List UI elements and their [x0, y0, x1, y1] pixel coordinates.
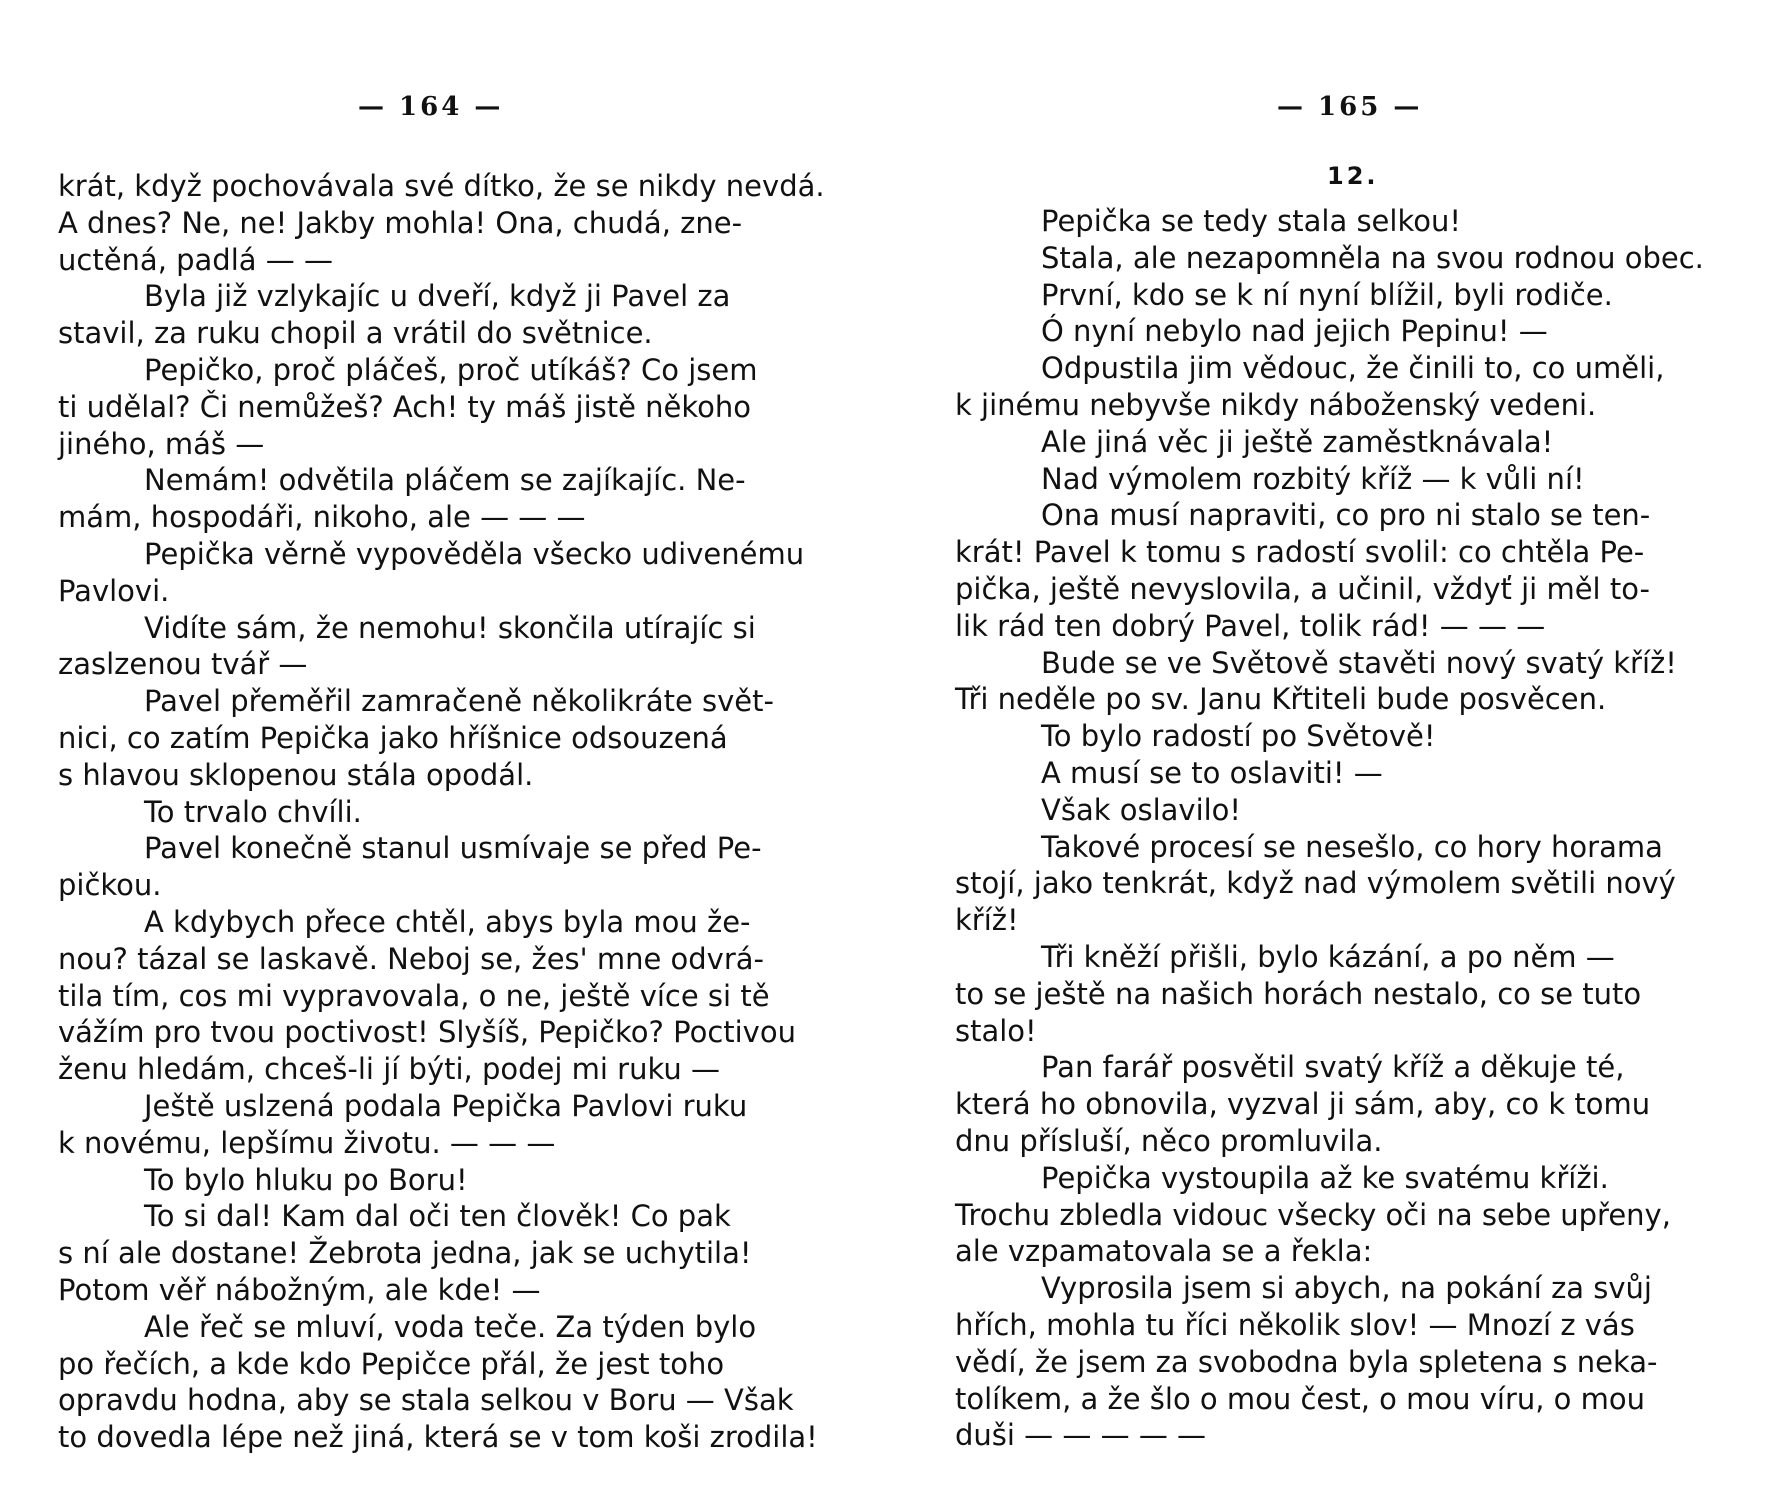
text-line: První, kdo se k ní nyní blížil, byli rodiče. [1041, 277, 1613, 312]
text-line: A kdybych přece chtěl, abys byla mou že- [144, 904, 751, 939]
text-line: zaslzenou tvář — [58, 647, 308, 682]
text-line: Pan farář posvětil svatý kříž a děkuje té, [1041, 1050, 1625, 1085]
text-line: po řečích, a kde kdo Pepičce přál, že jest toho [58, 1346, 725, 1381]
text-line: to se ještě na našich horách nestalo, co se tuto [955, 976, 1642, 1011]
text-line: mám, hospodáři, nikoho, ale — — — [58, 500, 586, 535]
text-line: Pepičko, proč pláčeš, proč utíkáš? Co jsem [144, 352, 758, 387]
page-number: — 165 — [1277, 92, 1423, 122]
text-line: Nemám! odvětila pláčem se zajíkajíc. Ne- [144, 463, 746, 498]
text-line: Nad výmolem rozbitý kříž — k vůli ní! [1041, 461, 1585, 496]
text-line: duši — — — — — [955, 1418, 1207, 1453]
text-line: Pepička vystoupila až ke svatému kříži. [1041, 1160, 1609, 1195]
text-line: hřích, mohla tu říci několik slov! — Mnozí z vás [955, 1307, 1635, 1342]
text-line: tila tím, cos mi vypravovala, o ne, ještě více si tě [58, 978, 770, 1013]
text-line: kříž! [955, 903, 1019, 938]
chapter-number: 12. [1327, 162, 1379, 190]
text-line: Ona musí napraviti, co pro ni stalo se ten- [1041, 498, 1651, 533]
text-line: lik rád ten dobrý Pavel, tolik rád! — — — [955, 608, 1546, 643]
text-line: stalo! [955, 1013, 1037, 1048]
text-line: stavil, za ruku chopil a vrátil do světnice. [58, 316, 653, 351]
text-line: s hlavou sklopenou stála opodál. [58, 757, 534, 792]
text-line: Ještě uslzená podala Pepička Pavlovi ruku [144, 1088, 748, 1123]
text-line: ale vzpamatovala se a řekla: [955, 1234, 1373, 1269]
text-line: vědí, že jsem za svobodna byla spletena s neka- [955, 1344, 1658, 1379]
text-line: opravdu hodna, aby se stala selkou v Boru — Však [58, 1383, 794, 1418]
text-line: Pavel konečně stanul usmívaje se před Pe- [144, 831, 762, 866]
text-line: uctěná, padlá — — [58, 242, 333, 277]
text-line: Ale jiná věc ji ještě zaměstknávala! [1041, 424, 1554, 459]
text-line: Stala, ale nezapomněla na svou rodnou obec. [1041, 240, 1704, 275]
text-line: Pavlovi. [58, 573, 170, 608]
text-line: k jinému nebyvše nikdy náboženský vedeni. [955, 387, 1597, 422]
text-line: To bylo radostí po Světově! [1041, 719, 1436, 754]
page-body-text [955, 203, 1745, 1454]
text-line: ti udělal? Či nemůžeš? Ach! ty máš jistě někoho [58, 389, 752, 424]
text-line: krát! Pavel k tomu s radostí svolil: co chtěla Pe- [955, 535, 1645, 570]
text-line: Pavel přeměřil zamračeně několikráte svět- [144, 684, 774, 719]
text-line: Pepička se tedy stala selkou! [1041, 204, 1461, 238]
text-line: Vidíte sám, že nemohu! skončila utírajíc si [144, 610, 756, 645]
text-line: nici, co zatím Pepička jako hříšnice odsouzená [58, 720, 728, 755]
text-line: Vyprosila jsem si abych, na pokání za svůj [1041, 1271, 1652, 1306]
text-line: Však oslavilo! [1041, 792, 1242, 827]
text-line: která ho obnovila, vyzval ji sám, aby, co k tomu [955, 1087, 1651, 1122]
text-line: ženu hledám, chceš-li jí býti, podej mi ruku — [58, 1052, 720, 1087]
text-line: Takové procesí se nesešlo, co hory horama [1041, 829, 1663, 864]
text-line: pička, ještě nevyslovila, a učinil, vždyť ji měl to- [955, 571, 1650, 606]
text-line: s ní ale dostane! Žebrota jedna, jak se uchytila! [58, 1236, 752, 1271]
text-line: pičkou. [58, 868, 162, 903]
text-line: k novému, lepšímu životu. — — — [58, 1125, 556, 1160]
text-line: Trochu zbledla vidouc všecky oči na sebe upřeny, [955, 1197, 1671, 1232]
text-line: A musí se to oslaviti! — [1041, 755, 1383, 790]
text-line: Pepička věrně vypověděla všecko udivenému [144, 536, 805, 571]
text-line: To bylo hluku po Boru! [144, 1162, 468, 1197]
text-line: To si dal! Kam dal oči ten člověk! Co pak [144, 1199, 731, 1234]
text-line: Tři kněží přišli, bylo kázání, a po něm — [1041, 939, 1615, 974]
text-line: Ó nyní nebylo nad jejich Pepinu! — [1041, 314, 1548, 349]
text-line: A dnes? Ne, ne! Jakby mohla! Ona, chudá, zne- [58, 205, 743, 240]
page-number: — 164 — [358, 92, 504, 122]
text-line: vážím pro tvou poctivost! Slyšíš, Pepičko? Poctivou [58, 1015, 796, 1050]
text-line: Potom věř nábožným, ale kde! — [58, 1272, 541, 1307]
text-line: Bude se ve Světově stavěti nový svatý kříž! [1041, 645, 1677, 680]
text-line: To trvalo chvíli. [144, 794, 362, 829]
text-line: Tři neděle po sv. Janu Křtiteli bude posvěcen. [955, 682, 1607, 717]
text-line: jiného, máš — [58, 426, 265, 461]
text-line: Ale řeč se mluví, voda teče. Za týden bylo [144, 1309, 757, 1344]
text-line: tolíkem, a že šlo o mou čest, o mou víru, o mou [955, 1381, 1646, 1416]
text-line: stojí, jako tenkrát, když nad výmolem světili nový [955, 866, 1676, 901]
text-line: nou? tázal se laskavě. Neboj se, žes' mne odvrá- [58, 941, 764, 976]
text-line: dnu přísluší, něco promluvila. [955, 1123, 1383, 1158]
text-line: Odpustila jim vědouc, že činili to, co uměli, [1041, 351, 1665, 386]
text-line: to dovedla lépe než jiná, která se v tom koši zrodila! [58, 1420, 818, 1455]
text-line: krát, když pochovávala své dítko, že se nikdy nevdá. [58, 169, 825, 203]
page-body-text [58, 168, 848, 1456]
text-line: Byla již vzlykajíc u dveří, když ji Pavel za [144, 279, 731, 314]
